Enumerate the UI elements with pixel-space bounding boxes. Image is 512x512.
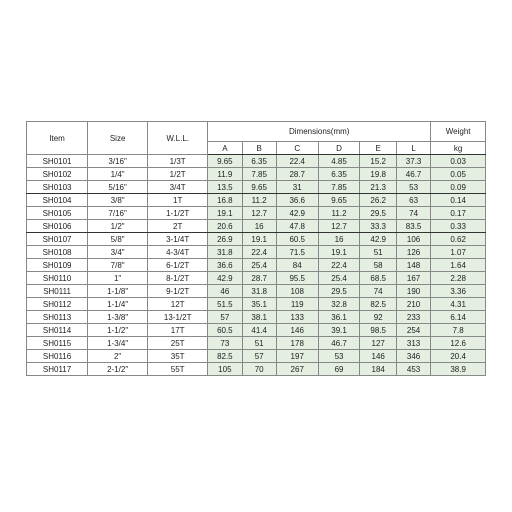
cell-dim-b: 22.4 [242, 246, 276, 259]
table-row [27, 207, 486, 220]
cell-dim-c: 60.5 [276, 233, 318, 246]
cell-wll: 12T [148, 298, 208, 311]
cell-dim-a: 36.6 [208, 259, 242, 272]
table-row [27, 324, 486, 337]
cell-dim-b: 6.35 [242, 155, 276, 168]
cell-dim-l: 254 [396, 324, 430, 337]
cell-dim-a: 46 [208, 285, 242, 298]
cell-item: SH0109 [27, 259, 88, 272]
cell-item: SH0103 [27, 181, 88, 194]
cell-dim-c: 71.5 [276, 246, 318, 259]
cell-item: SH0102 [27, 168, 88, 181]
cell-size: 1-1/2" [88, 324, 148, 337]
cell-weight: 0.17 [431, 207, 486, 220]
cell-dim-a: 19.1 [208, 207, 242, 220]
cell-dim-e: 15.2 [360, 155, 396, 168]
cell-dim-e: 26.2 [360, 194, 396, 207]
table-row [27, 194, 486, 207]
cell-weight: 2.28 [431, 272, 486, 285]
cell-dim-l: 453 [396, 363, 430, 376]
cell-wll: 55T [148, 363, 208, 376]
cell-dim-b: 31.8 [242, 285, 276, 298]
cell-dim-b: 12.7 [242, 207, 276, 220]
cell-dim-e: 19.8 [360, 168, 396, 181]
cell-dim-l: 190 [396, 285, 430, 298]
cell-size: 1/2" [88, 220, 148, 233]
cell-dim-l: 346 [396, 350, 430, 363]
table-row [27, 181, 486, 194]
cell-dim-d: 53 [318, 350, 360, 363]
cell-weight: 4.31 [431, 298, 486, 311]
cell-weight: 6.14 [431, 311, 486, 324]
cell-weight: 38.9 [431, 363, 486, 376]
cell-weight: 7.8 [431, 324, 486, 337]
cell-wll: 17T [148, 324, 208, 337]
cell-dim-d: 7.85 [318, 181, 360, 194]
cell-dim-l: 233 [396, 311, 430, 324]
cell-item: SH0110 [27, 272, 88, 285]
cell-dim-b: 11.2 [242, 194, 276, 207]
cell-wll: 13-1/2T [148, 311, 208, 324]
table-row [27, 363, 486, 376]
cell-dim-b: 25.4 [242, 259, 276, 272]
table-row [27, 259, 486, 272]
cell-dim-d: 36.1 [318, 311, 360, 324]
cell-item: SH0108 [27, 246, 88, 259]
table-row [27, 272, 486, 285]
table-row [27, 311, 486, 324]
cell-item: SH0113 [27, 311, 88, 324]
cell-dim-e: 58 [360, 259, 396, 272]
cell-item: SH0117 [27, 363, 88, 376]
cell-dim-l: 106 [396, 233, 430, 246]
cell-weight: 0.14 [431, 194, 486, 207]
header-weight: Weight [431, 122, 486, 142]
cell-size: 5/16" [88, 181, 148, 194]
cell-wll: 3/4T [148, 181, 208, 194]
cell-dim-b: 19.1 [242, 233, 276, 246]
cell-dim-a: 82.5 [208, 350, 242, 363]
table-row [27, 298, 486, 311]
cell-dim-c: 42.9 [276, 207, 318, 220]
header-weight-unit: kg [431, 142, 486, 155]
cell-dim-a: 57 [208, 311, 242, 324]
cell-dim-d: 9.65 [318, 194, 360, 207]
cell-dim-d: 16 [318, 233, 360, 246]
table-row [27, 220, 486, 233]
cell-size: 3/8" [88, 194, 148, 207]
cell-dim-d: 69 [318, 363, 360, 376]
table-body [27, 155, 486, 376]
cell-wll: 1/2T [148, 168, 208, 181]
cell-dim-c: 47.8 [276, 220, 318, 233]
cell-dim-d: 11.2 [318, 207, 360, 220]
cell-dim-d: 22.4 [318, 259, 360, 272]
cell-dim-l: 148 [396, 259, 430, 272]
cell-item: SH0111 [27, 285, 88, 298]
cell-size: 2-1/2" [88, 363, 148, 376]
cell-dim-e: 127 [360, 337, 396, 350]
cell-wll: 35T [148, 350, 208, 363]
cell-dim-a: 16.8 [208, 194, 242, 207]
cell-size: 1" [88, 272, 148, 285]
cell-wll: 1T [148, 194, 208, 207]
cell-weight: 0.62 [431, 233, 486, 246]
cell-dim-c: 108 [276, 285, 318, 298]
table-row [27, 155, 486, 168]
cell-dim-a: 26.9 [208, 233, 242, 246]
cell-dim-d: 4.85 [318, 155, 360, 168]
header-dim-b: B [242, 142, 276, 155]
cell-item: SH0104 [27, 194, 88, 207]
cell-dim-a: 9.65 [208, 155, 242, 168]
cell-dim-c: 28.7 [276, 168, 318, 181]
cell-weight: 20.4 [431, 350, 486, 363]
cell-dim-l: 313 [396, 337, 430, 350]
cell-wll: 9-1/2T [148, 285, 208, 298]
cell-item: SH0106 [27, 220, 88, 233]
cell-dim-l: 126 [396, 246, 430, 259]
cell-dim-c: 267 [276, 363, 318, 376]
cell-weight: 1.64 [431, 259, 486, 272]
cell-dim-b: 70 [242, 363, 276, 376]
cell-dim-a: 73 [208, 337, 242, 350]
cell-dim-l: 210 [396, 298, 430, 311]
header-wll: W.L.L. [148, 122, 208, 155]
cell-dim-e: 184 [360, 363, 396, 376]
cell-dim-c: 178 [276, 337, 318, 350]
cell-dim-d: 32.8 [318, 298, 360, 311]
cell-dim-a: 51.5 [208, 298, 242, 311]
header-dim-c: C [276, 142, 318, 155]
cell-size: 2" [88, 350, 148, 363]
cell-dim-l: 63 [396, 194, 430, 207]
cell-dim-d: 46.7 [318, 337, 360, 350]
cell-dim-e: 92 [360, 311, 396, 324]
cell-dim-d: 39.1 [318, 324, 360, 337]
cell-dim-d: 12.7 [318, 220, 360, 233]
cell-dim-c: 95.5 [276, 272, 318, 285]
cell-wll: 4-3/4T [148, 246, 208, 259]
cell-item: SH0105 [27, 207, 88, 220]
cell-dim-e: 146 [360, 350, 396, 363]
cell-dim-l: 46.7 [396, 168, 430, 181]
cell-dim-a: 31.8 [208, 246, 242, 259]
cell-dim-a: 11.9 [208, 168, 242, 181]
shackle-spec-table [26, 121, 486, 376]
cell-dim-l: 53 [396, 181, 430, 194]
header-dim-a: A [208, 142, 242, 155]
cell-dim-b: 57 [242, 350, 276, 363]
cell-dim-b: 35.1 [242, 298, 276, 311]
cell-dim-e: 29.5 [360, 207, 396, 220]
header-size: Size [88, 122, 148, 155]
cell-size: 1/4" [88, 168, 148, 181]
header-dim-d: D [318, 142, 360, 155]
cell-dim-c: 119 [276, 298, 318, 311]
cell-dim-e: 74 [360, 285, 396, 298]
table-row [27, 350, 486, 363]
cell-dim-e: 21.3 [360, 181, 396, 194]
cell-item: SH0112 [27, 298, 88, 311]
cell-dim-l: 83.5 [396, 220, 430, 233]
cell-weight: 0.05 [431, 168, 486, 181]
cell-item: SH0115 [27, 337, 88, 350]
cell-wll: 8-1/2T [148, 272, 208, 285]
cell-wll: 3-1/4T [148, 233, 208, 246]
cell-dim-c: 22.4 [276, 155, 318, 168]
cell-item: SH0114 [27, 324, 88, 337]
header-dim-e: E [360, 142, 396, 155]
cell-dim-l: 167 [396, 272, 430, 285]
cell-dim-e: 68.5 [360, 272, 396, 285]
cell-dim-l: 74 [396, 207, 430, 220]
cell-dim-d: 19.1 [318, 246, 360, 259]
cell-wll: 6-1/2T [148, 259, 208, 272]
cell-dim-b: 51 [242, 337, 276, 350]
cell-dim-c: 133 [276, 311, 318, 324]
cell-item: SH0107 [27, 233, 88, 246]
cell-size: 5/8" [88, 233, 148, 246]
cell-item: SH0101 [27, 155, 88, 168]
cell-dim-d: 6.35 [318, 168, 360, 181]
cell-dim-c: 36.6 [276, 194, 318, 207]
cell-weight: 12.6 [431, 337, 486, 350]
cell-dim-b: 7.85 [242, 168, 276, 181]
cell-size: 1-3/8" [88, 311, 148, 324]
cell-dim-a: 13.5 [208, 181, 242, 194]
cell-dim-c: 31 [276, 181, 318, 194]
cell-dim-a: 60.5 [208, 324, 242, 337]
cell-dim-e: 82.5 [360, 298, 396, 311]
cell-item: SH0116 [27, 350, 88, 363]
cell-dim-c: 146 [276, 324, 318, 337]
cell-weight: 0.09 [431, 181, 486, 194]
cell-wll: 1-1/2T [148, 207, 208, 220]
cell-dim-c: 197 [276, 350, 318, 363]
cell-size: 7/16" [88, 207, 148, 220]
cell-dim-b: 41.4 [242, 324, 276, 337]
cell-weight: 0.03 [431, 155, 486, 168]
table-row [27, 233, 486, 246]
cell-dim-e: 51 [360, 246, 396, 259]
cell-size: 1-1/4" [88, 298, 148, 311]
table-row [27, 246, 486, 259]
cell-dim-b: 9.65 [242, 181, 276, 194]
cell-dim-b: 16 [242, 220, 276, 233]
cell-weight: 1.07 [431, 246, 486, 259]
cell-dim-a: 42.9 [208, 272, 242, 285]
cell-dim-l: 37.3 [396, 155, 430, 168]
cell-dim-d: 25.4 [318, 272, 360, 285]
cell-wll: 25T [148, 337, 208, 350]
cell-dim-e: 33.3 [360, 220, 396, 233]
table-row [27, 285, 486, 298]
cell-wll: 2T [148, 220, 208, 233]
cell-dim-d: 29.5 [318, 285, 360, 298]
cell-dim-c: 84 [276, 259, 318, 272]
cell-dim-a: 105 [208, 363, 242, 376]
cell-dim-a: 20.6 [208, 220, 242, 233]
cell-size: 1-3/4" [88, 337, 148, 350]
cell-size: 3/16" [88, 155, 148, 168]
cell-size: 1-1/8" [88, 285, 148, 298]
cell-size: 3/4" [88, 246, 148, 259]
table-row [27, 337, 486, 350]
table-row [27, 168, 486, 181]
cell-dim-b: 38.1 [242, 311, 276, 324]
cell-dim-e: 42.9 [360, 233, 396, 246]
header-dimensions: Dimensions(mm) [208, 122, 431, 142]
cell-wll: 1/3T [148, 155, 208, 168]
cell-weight: 3.36 [431, 285, 486, 298]
header-dim-l: L [396, 142, 430, 155]
cell-dim-e: 98.5 [360, 324, 396, 337]
header-item: Item [27, 122, 88, 155]
cell-weight: 0.33 [431, 220, 486, 233]
cell-dim-b: 28.7 [242, 272, 276, 285]
cell-size: 7/8" [88, 259, 148, 272]
